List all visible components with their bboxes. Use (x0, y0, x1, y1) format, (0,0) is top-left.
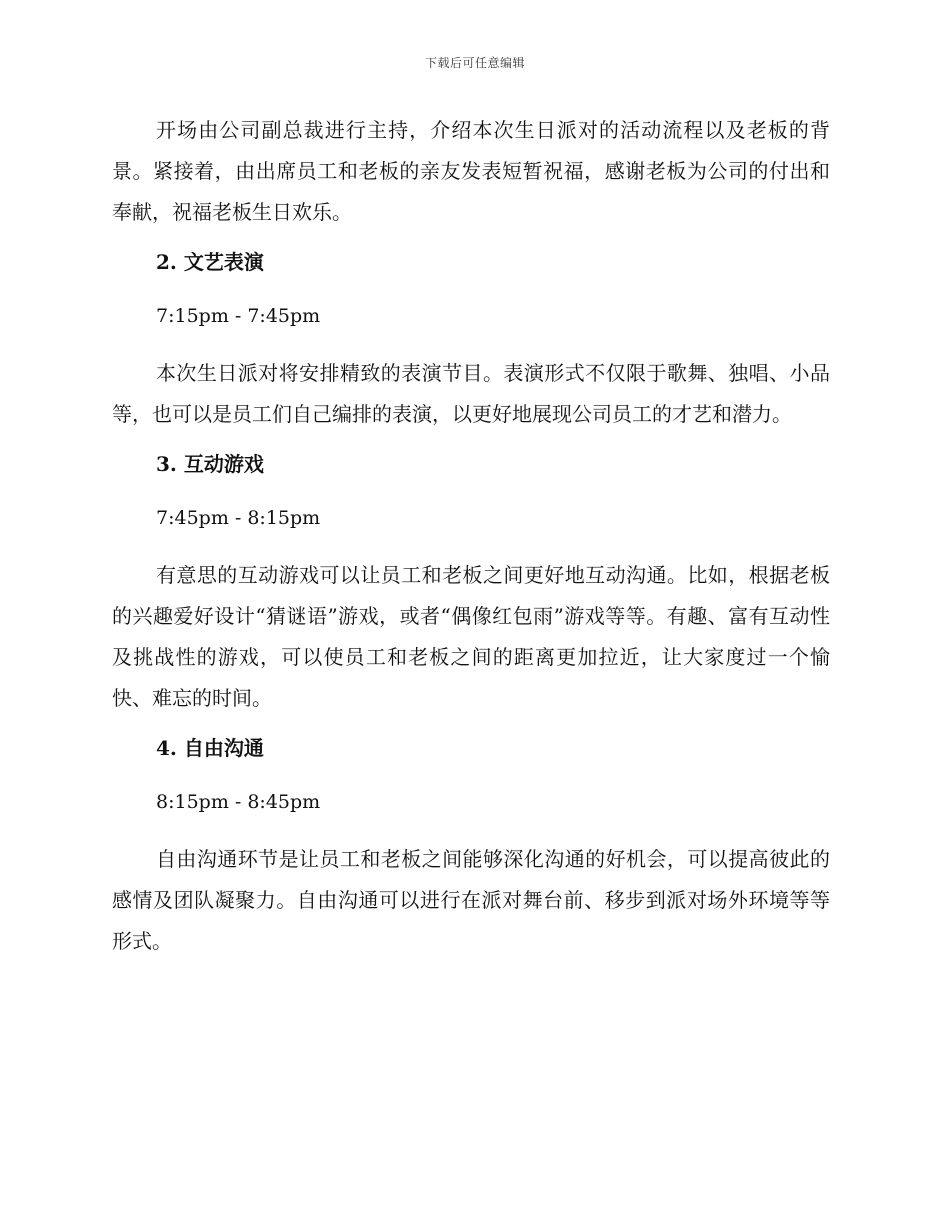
section-time-performance: 7:15pm - 7:45pm (156, 305, 321, 327)
section-heading-performance: 2. 文艺表演 (156, 250, 264, 274)
document-body (112, 110, 830, 962)
page-header: 下载后可任意编辑 (424, 56, 525, 70)
intro-paragraph: 开场由公司副总裁进行主持，介绍本次生日派对的活动流程以及老板的背景。紧接着，由出席员工和老板的亲友发表短暂祝福，感谢老板为公司的付出和奉献，祝福老板生日欢乐。 (112, 118, 830, 224)
section-heading-games: 3. 互动游戏 (156, 452, 264, 476)
section-time-games: 7:45pm - 8:15pm (156, 507, 321, 529)
section-paragraph-communication: 自由沟通环节是让员工和老板之间能够深化沟通的好机会，可以提高彼此的感情及团队凝聚力。自由沟通可以进行在派对舞台前、移步到派对场外环境等等形式。 (112, 847, 830, 953)
section-paragraph-performance: 本次生日派对将安排精致的表演节目。表演形式不仅限于歌舞、独唱、小品等，也可以是员工们自己编排的表演，以更好地展现公司员工的才艺和潜力。 (112, 361, 830, 426)
section-paragraph-games: 有意思的互动游戏可以让员工和老板之间更好地互动沟通。比如，根据老板的兴趣爱好设计“猜谜语”游戏，或者“偶像红包雨”游戏等等。有趣、富有互动性及挑战性的游戏，可以使员工和老板之间的距离更加拉近，让大家度过一个愉快、难忘的时间。 (112, 563, 830, 710)
section-heading-communication: 4. 自由沟通 (156, 736, 264, 760)
section-time-communication: 8:15pm - 8:45pm (156, 791, 321, 813)
